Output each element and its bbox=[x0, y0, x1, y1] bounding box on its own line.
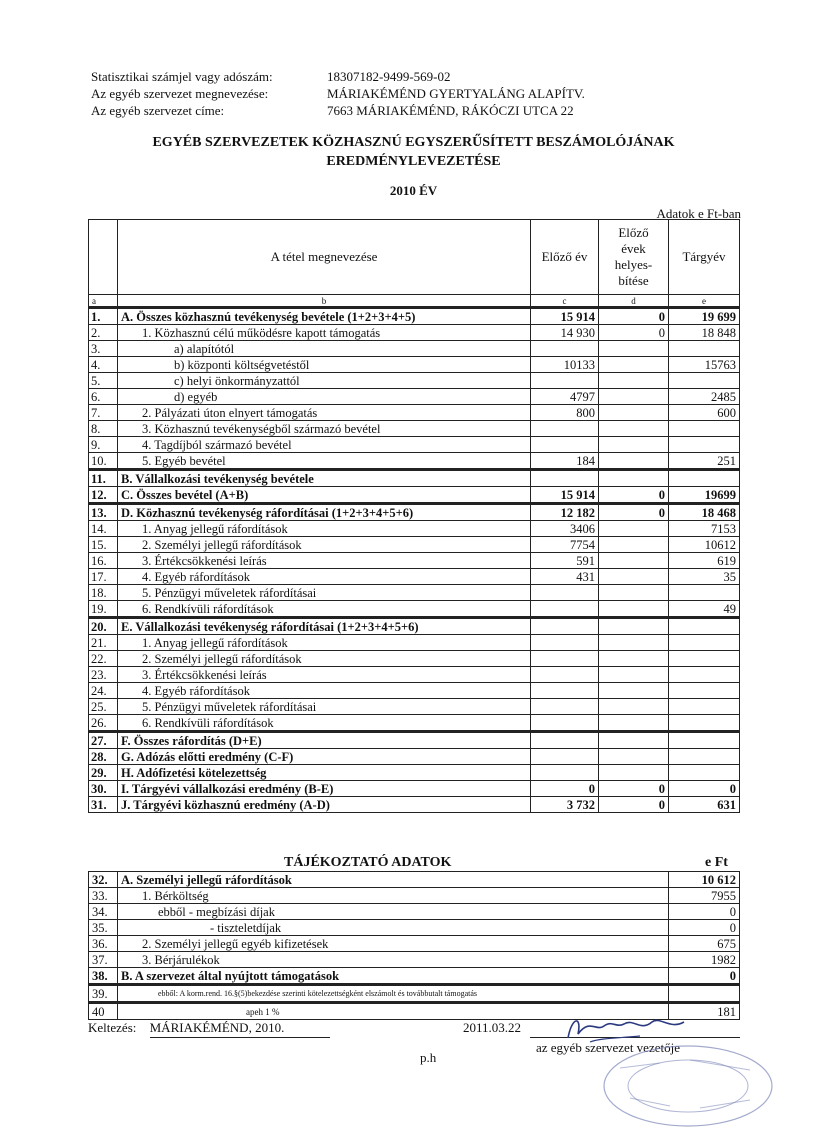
prev-year-value: 591 bbox=[531, 553, 599, 569]
table-row bbox=[89, 618, 740, 635]
table-row bbox=[89, 683, 740, 699]
correction-value bbox=[599, 651, 669, 667]
row-label: F. Összes ráfordítás (D+E) bbox=[118, 732, 531, 749]
info-row-number: 40 bbox=[89, 1003, 118, 1020]
row-number: 30. bbox=[89, 781, 118, 797]
row-number: 7. bbox=[89, 405, 118, 421]
row-label: C. Összes bevétel (A+B) bbox=[118, 487, 531, 504]
correction-value bbox=[599, 389, 669, 405]
current-year-value bbox=[669, 618, 740, 635]
prev-year-value: 10133 bbox=[531, 357, 599, 373]
row-label: 5. Pénzügyi műveletek ráfordításai bbox=[118, 585, 531, 601]
row-number: 6. bbox=[89, 389, 118, 405]
table-row bbox=[89, 749, 740, 765]
current-year-value bbox=[669, 421, 740, 437]
correction-value: 0 bbox=[599, 781, 669, 797]
prev-year-value bbox=[531, 601, 599, 618]
correction-value bbox=[599, 732, 669, 749]
col-letter-e: e bbox=[669, 295, 740, 308]
row-number: 9. bbox=[89, 437, 118, 453]
document-title bbox=[0, 133, 827, 171]
row-number: 25. bbox=[89, 699, 118, 715]
prev-year-value bbox=[531, 732, 599, 749]
table-row bbox=[89, 405, 740, 421]
place-value: MÁRIAKÉMÉND, 2010. bbox=[149, 1020, 285, 1035]
row-number: 16. bbox=[89, 553, 118, 569]
current-year-value: 619 bbox=[669, 553, 740, 569]
correction-value bbox=[599, 453, 669, 470]
table-row bbox=[89, 504, 740, 521]
row-label: 2. Pályázati úton elnyert támogatás bbox=[118, 405, 531, 421]
info-row-number: 34. bbox=[89, 904, 118, 920]
info-row bbox=[89, 936, 740, 952]
info-row-value: 0 bbox=[669, 968, 740, 985]
row-label: 1. Közhasznú célú működésre kapott támogatás bbox=[118, 325, 531, 341]
row-label: H. Adófizetési kötelezettség bbox=[118, 765, 531, 781]
correction-value bbox=[599, 569, 669, 585]
correction-value bbox=[599, 667, 669, 683]
table-row bbox=[89, 341, 740, 357]
info-row-label: apeh 1 % bbox=[118, 1003, 669, 1020]
row-label: D. Közhasznú tevékenység ráfordításai (1+2+3+4+5+6) bbox=[118, 504, 531, 521]
prev-year-value: 0 bbox=[531, 781, 599, 797]
table-row bbox=[89, 797, 740, 813]
correction-value bbox=[599, 585, 669, 601]
info-row-number: 35. bbox=[89, 920, 118, 936]
prev-year-value bbox=[531, 651, 599, 667]
correction-value: 0 bbox=[599, 504, 669, 521]
row-number: 23. bbox=[89, 667, 118, 683]
correction-value bbox=[599, 618, 669, 635]
row-number: 15. bbox=[89, 537, 118, 553]
row-label: E. Vállalkozási tevékenység ráfordításai (1+2+3+4+5+6) bbox=[118, 618, 531, 635]
current-year-value: 251 bbox=[669, 453, 740, 470]
correction-value bbox=[599, 537, 669, 553]
info-row bbox=[89, 968, 740, 985]
info-row-number: 32. bbox=[89, 872, 118, 888]
row-label: I. Tárgyévi vállalkozási eredmény (B-E) bbox=[118, 781, 531, 797]
prev-year-value bbox=[531, 765, 599, 781]
current-year-value: 7153 bbox=[669, 521, 740, 537]
row-label: 4. Egyéb ráfordítások bbox=[118, 683, 531, 699]
info-row bbox=[89, 952, 740, 968]
seal-place-mark: p.h bbox=[420, 1050, 437, 1065]
info-row-number: 39. bbox=[89, 985, 118, 1003]
correction-value bbox=[599, 405, 669, 421]
org-name-label: Az egyéb szervezet megnevezése: bbox=[91, 86, 269, 101]
table-row bbox=[89, 569, 740, 585]
date-label: Keltezés: bbox=[88, 1020, 137, 1035]
row-label: 4. Tagdíjból származó bevétel bbox=[118, 437, 531, 453]
row-label: a) alapítótól bbox=[118, 341, 531, 357]
prev-year-value bbox=[531, 635, 599, 651]
info-row-value: 0 bbox=[669, 920, 740, 936]
correction-value bbox=[599, 715, 669, 732]
info-row-number: 38. bbox=[89, 968, 118, 985]
info-row-value bbox=[669, 985, 740, 1003]
info-row-label: 3. Bérjárulékok bbox=[118, 952, 669, 968]
prev-year-value bbox=[531, 585, 599, 601]
prev-year-value: 800 bbox=[531, 405, 599, 421]
tax-id-label: Statisztikai számjel vagy adószám: bbox=[91, 69, 273, 84]
correction-value bbox=[599, 635, 669, 651]
current-year-value bbox=[669, 765, 740, 781]
table-row bbox=[89, 487, 740, 504]
correction-value bbox=[599, 357, 669, 373]
table-row bbox=[89, 601, 740, 618]
current-year-value: 10612 bbox=[669, 537, 740, 553]
header-corr-line: helyes- bbox=[614, 257, 653, 272]
row-label: 5. Pénzügyi műveletek ráfordításai bbox=[118, 699, 531, 715]
table-row bbox=[89, 667, 740, 683]
row-label: 4. Egyéb ráfordítások bbox=[118, 569, 531, 585]
current-year-value bbox=[669, 585, 740, 601]
row-number: 19. bbox=[89, 601, 118, 618]
header-no-cell bbox=[89, 220, 118, 295]
organization-header bbox=[91, 68, 585, 119]
row-number: 20. bbox=[89, 618, 118, 635]
correction-value bbox=[599, 373, 669, 389]
prev-year-value bbox=[531, 373, 599, 389]
org-address-value: 7663 MÁRIAKÉMÉND, RÁKÓCZI UTCA 22 bbox=[327, 103, 574, 118]
header-item-name: A tétel megnevezése bbox=[118, 220, 531, 295]
current-year-value: 49 bbox=[669, 601, 740, 618]
row-number: 18. bbox=[89, 585, 118, 601]
table-row bbox=[89, 453, 740, 470]
row-number: 22. bbox=[89, 651, 118, 667]
correction-value: 0 bbox=[599, 487, 669, 504]
prev-year-value bbox=[531, 749, 599, 765]
current-year-value bbox=[669, 732, 740, 749]
table-row bbox=[89, 389, 740, 405]
prev-year-value: 431 bbox=[531, 569, 599, 585]
current-year-value: 2485 bbox=[669, 389, 740, 405]
current-year-value bbox=[669, 749, 740, 765]
table-row bbox=[89, 470, 740, 487]
col-letter-d: d bbox=[599, 295, 669, 308]
correction-value bbox=[599, 699, 669, 715]
row-label: G. Adózás előtti eredmény (C-F) bbox=[118, 749, 531, 765]
current-year-value: 0 bbox=[669, 781, 740, 797]
info-row-number: 33. bbox=[89, 888, 118, 904]
header-current-year: Tárgyév bbox=[669, 220, 740, 295]
row-label: A. Összes közhasznú tevékenység bevétele (1+2+3+4+5) bbox=[118, 308, 531, 325]
current-year-value: 631 bbox=[669, 797, 740, 813]
correction-value bbox=[599, 553, 669, 569]
col-letter-a: a bbox=[89, 295, 118, 308]
row-number: 11. bbox=[89, 470, 118, 487]
row-label: 6. Rendkívüli ráfordítások bbox=[118, 601, 531, 618]
prev-year-value bbox=[531, 437, 599, 453]
info-row-label: 1. Bérköltség bbox=[118, 888, 669, 904]
row-label: 3. Közhasznú tevékenységből származó bevétel bbox=[118, 421, 531, 437]
info-row bbox=[89, 872, 740, 888]
row-number: 10. bbox=[89, 453, 118, 470]
prev-year-value: 184 bbox=[531, 453, 599, 470]
info-row-label: B. A szervezet által nyújtott támogatások bbox=[118, 968, 669, 985]
correction-value: 0 bbox=[599, 325, 669, 341]
prev-year-value: 15 914 bbox=[531, 308, 599, 325]
row-number: 17. bbox=[89, 569, 118, 585]
correction-value bbox=[599, 470, 669, 487]
info-table bbox=[88, 871, 740, 1020]
table-row bbox=[89, 373, 740, 389]
prev-year-value: 3 732 bbox=[531, 797, 599, 813]
row-number: 8. bbox=[89, 421, 118, 437]
current-year-value bbox=[669, 635, 740, 651]
prev-year-value: 15 914 bbox=[531, 487, 599, 504]
current-year-value: 600 bbox=[669, 405, 740, 421]
info-row-label: ebből: A korm.rend. 16.§(5)bekezdése szerinti kötelezettségként elszámolt és továbbutalt támogatás bbox=[118, 985, 669, 1003]
row-number: 2. bbox=[89, 325, 118, 341]
info-row-label: A. Személyi jellegű ráfordítások bbox=[118, 872, 669, 888]
info-row-value: 1982 bbox=[669, 952, 740, 968]
info-table-body bbox=[89, 872, 740, 1020]
row-label: 6. Rendkívüli ráfordítások bbox=[118, 715, 531, 732]
row-label: 2. Személyi jellegű ráfordítások bbox=[118, 537, 531, 553]
info-row bbox=[89, 888, 740, 904]
row-number: 1. bbox=[89, 308, 118, 325]
prev-year-value bbox=[531, 667, 599, 683]
org-address-label: Az egyéb szervezet címe: bbox=[91, 103, 225, 118]
signer-title: az egyéb szervezet vezetője bbox=[536, 1040, 680, 1055]
table-row bbox=[89, 421, 740, 437]
unit-note: Adatok e Ft-ban bbox=[656, 206, 741, 221]
info-row bbox=[89, 920, 740, 936]
current-year-value bbox=[669, 683, 740, 699]
info-row bbox=[89, 985, 740, 1003]
row-number: 4. bbox=[89, 357, 118, 373]
table-row bbox=[89, 437, 740, 453]
current-year-value: 35 bbox=[669, 569, 740, 585]
row-number: 12. bbox=[89, 487, 118, 504]
header-corr-line: évek bbox=[621, 241, 646, 256]
income-statement-body bbox=[89, 308, 740, 813]
col-letter-c: c bbox=[531, 295, 599, 308]
row-number: 27. bbox=[89, 732, 118, 749]
row-label: b) központi költségvetéstől bbox=[118, 357, 531, 373]
row-number: 13. bbox=[89, 504, 118, 521]
table-row bbox=[89, 325, 740, 341]
title-line-2: EREDMÉNYLEVEZETÉSE bbox=[326, 154, 501, 169]
current-year-value bbox=[669, 470, 740, 487]
table-row bbox=[89, 357, 740, 373]
info-unit: e Ft bbox=[705, 855, 728, 870]
header-corr-line: Előző bbox=[618, 225, 649, 240]
info-row-number: 36. bbox=[89, 936, 118, 952]
current-year-value bbox=[669, 715, 740, 732]
correction-value bbox=[599, 437, 669, 453]
correction-value bbox=[599, 601, 669, 618]
row-label: d) egyéb bbox=[118, 389, 531, 405]
row-number: 29. bbox=[89, 765, 118, 781]
info-row-number: 37. bbox=[89, 952, 118, 968]
col-letter-b: b bbox=[118, 295, 531, 308]
correction-value bbox=[599, 341, 669, 357]
current-year-value bbox=[669, 373, 740, 389]
prev-year-value bbox=[531, 470, 599, 487]
info-row-label: - tiszteletdíjak bbox=[118, 920, 669, 936]
prev-year-value: 12 182 bbox=[531, 504, 599, 521]
info-row-value: 7955 bbox=[669, 888, 740, 904]
info-row-value: 10 612 bbox=[669, 872, 740, 888]
info-row-value: 675 bbox=[669, 936, 740, 952]
row-number: 31. bbox=[89, 797, 118, 813]
row-label: 3. Értékcsökkenési leírás bbox=[118, 553, 531, 569]
row-label: 5. Egyéb bevétel bbox=[118, 453, 531, 470]
current-year-value: 15763 bbox=[669, 357, 740, 373]
header-prev-year: Előző év bbox=[531, 220, 599, 295]
row-number: 28. bbox=[89, 749, 118, 765]
row-label: J. Tárgyévi közhasznú eredmény (A-D) bbox=[118, 797, 531, 813]
place-underline bbox=[150, 1037, 330, 1038]
prev-year-value bbox=[531, 699, 599, 715]
row-label: B. Vállalkozási tevékenység bevétele bbox=[118, 470, 531, 487]
table-row bbox=[89, 715, 740, 732]
header-prev-correction bbox=[599, 220, 669, 295]
correction-value bbox=[599, 765, 669, 781]
table-row bbox=[89, 732, 740, 749]
title-line-1: EGYÉB SZERVEZETEK KÖZHASZNÚ EGYSZERŰSÍTETT BESZÁMOLÓJÁNAK bbox=[152, 135, 675, 150]
current-year-value: 19699 bbox=[669, 487, 740, 504]
row-number: 5. bbox=[89, 373, 118, 389]
row-number: 3. bbox=[89, 341, 118, 357]
correction-value bbox=[599, 683, 669, 699]
row-label: c) helyi önkormányzattól bbox=[118, 373, 531, 389]
current-year-value: 19 699 bbox=[669, 308, 740, 325]
row-label: 1. Anyag jellegű ráfordítások bbox=[118, 635, 531, 651]
table-row bbox=[89, 308, 740, 325]
info-row-value: 181 bbox=[669, 1003, 740, 1020]
correction-value bbox=[599, 521, 669, 537]
table-row bbox=[89, 781, 740, 797]
correction-value: 0 bbox=[599, 308, 669, 325]
row-number: 14. bbox=[89, 521, 118, 537]
prev-year-value bbox=[531, 618, 599, 635]
correction-value bbox=[599, 749, 669, 765]
info-row-value: 0 bbox=[669, 904, 740, 920]
current-year-value bbox=[669, 651, 740, 667]
table-row bbox=[89, 521, 740, 537]
signing-date: 2011.03.22 bbox=[463, 1020, 522, 1035]
correction-value: 0 bbox=[599, 797, 669, 813]
tax-id-value: 18307182-9499-569-02 bbox=[327, 69, 451, 84]
prev-year-value bbox=[531, 341, 599, 357]
correction-value bbox=[599, 421, 669, 437]
current-year-value bbox=[669, 341, 740, 357]
info-row bbox=[89, 904, 740, 920]
prev-year-value bbox=[531, 683, 599, 699]
prev-year-value bbox=[531, 421, 599, 437]
table-row bbox=[89, 765, 740, 781]
row-number: 21. bbox=[89, 635, 118, 651]
current-year-value: 18 848 bbox=[669, 325, 740, 341]
footer-date-place bbox=[88, 1020, 284, 1036]
current-year-value bbox=[669, 699, 740, 715]
row-label: 1. Anyag jellegű ráfordítások bbox=[118, 521, 531, 537]
organization-stamp bbox=[600, 1038, 775, 1133]
prev-year-value: 7754 bbox=[531, 537, 599, 553]
table-row bbox=[89, 537, 740, 553]
income-statement-table bbox=[88, 219, 740, 813]
info-title: TÁJÉKOZTATÓ ADATOK bbox=[284, 855, 452, 870]
row-number: 26. bbox=[89, 715, 118, 732]
prev-year-value: 3406 bbox=[531, 521, 599, 537]
table-row bbox=[89, 553, 740, 569]
prev-year-value: 4797 bbox=[531, 389, 599, 405]
current-year-value bbox=[669, 667, 740, 683]
table-row bbox=[89, 635, 740, 651]
table-row bbox=[89, 651, 740, 667]
table-row bbox=[89, 585, 740, 601]
prev-year-value: 14 930 bbox=[531, 325, 599, 341]
row-label: 3. Értékcsökkenési leírás bbox=[118, 667, 531, 683]
info-row-label: 2. Személyi jellegű egyéb kifizetések bbox=[118, 936, 669, 952]
info-row-label: ebből - megbízási díjak bbox=[118, 904, 669, 920]
prev-year-value bbox=[531, 715, 599, 732]
row-number: 24. bbox=[89, 683, 118, 699]
header-corr-line: bítése bbox=[618, 273, 649, 288]
table-row bbox=[89, 699, 740, 715]
report-year: 2010 ÉV bbox=[389, 183, 438, 198]
current-year-value: 18 468 bbox=[669, 504, 740, 521]
org-name-value: MÁRIAKÉMÉND GYERTYALÁNG ALAPÍTV. bbox=[327, 86, 585, 101]
current-year-value bbox=[669, 437, 740, 453]
row-label: 2. Személyi jellegű ráfordítások bbox=[118, 651, 531, 667]
